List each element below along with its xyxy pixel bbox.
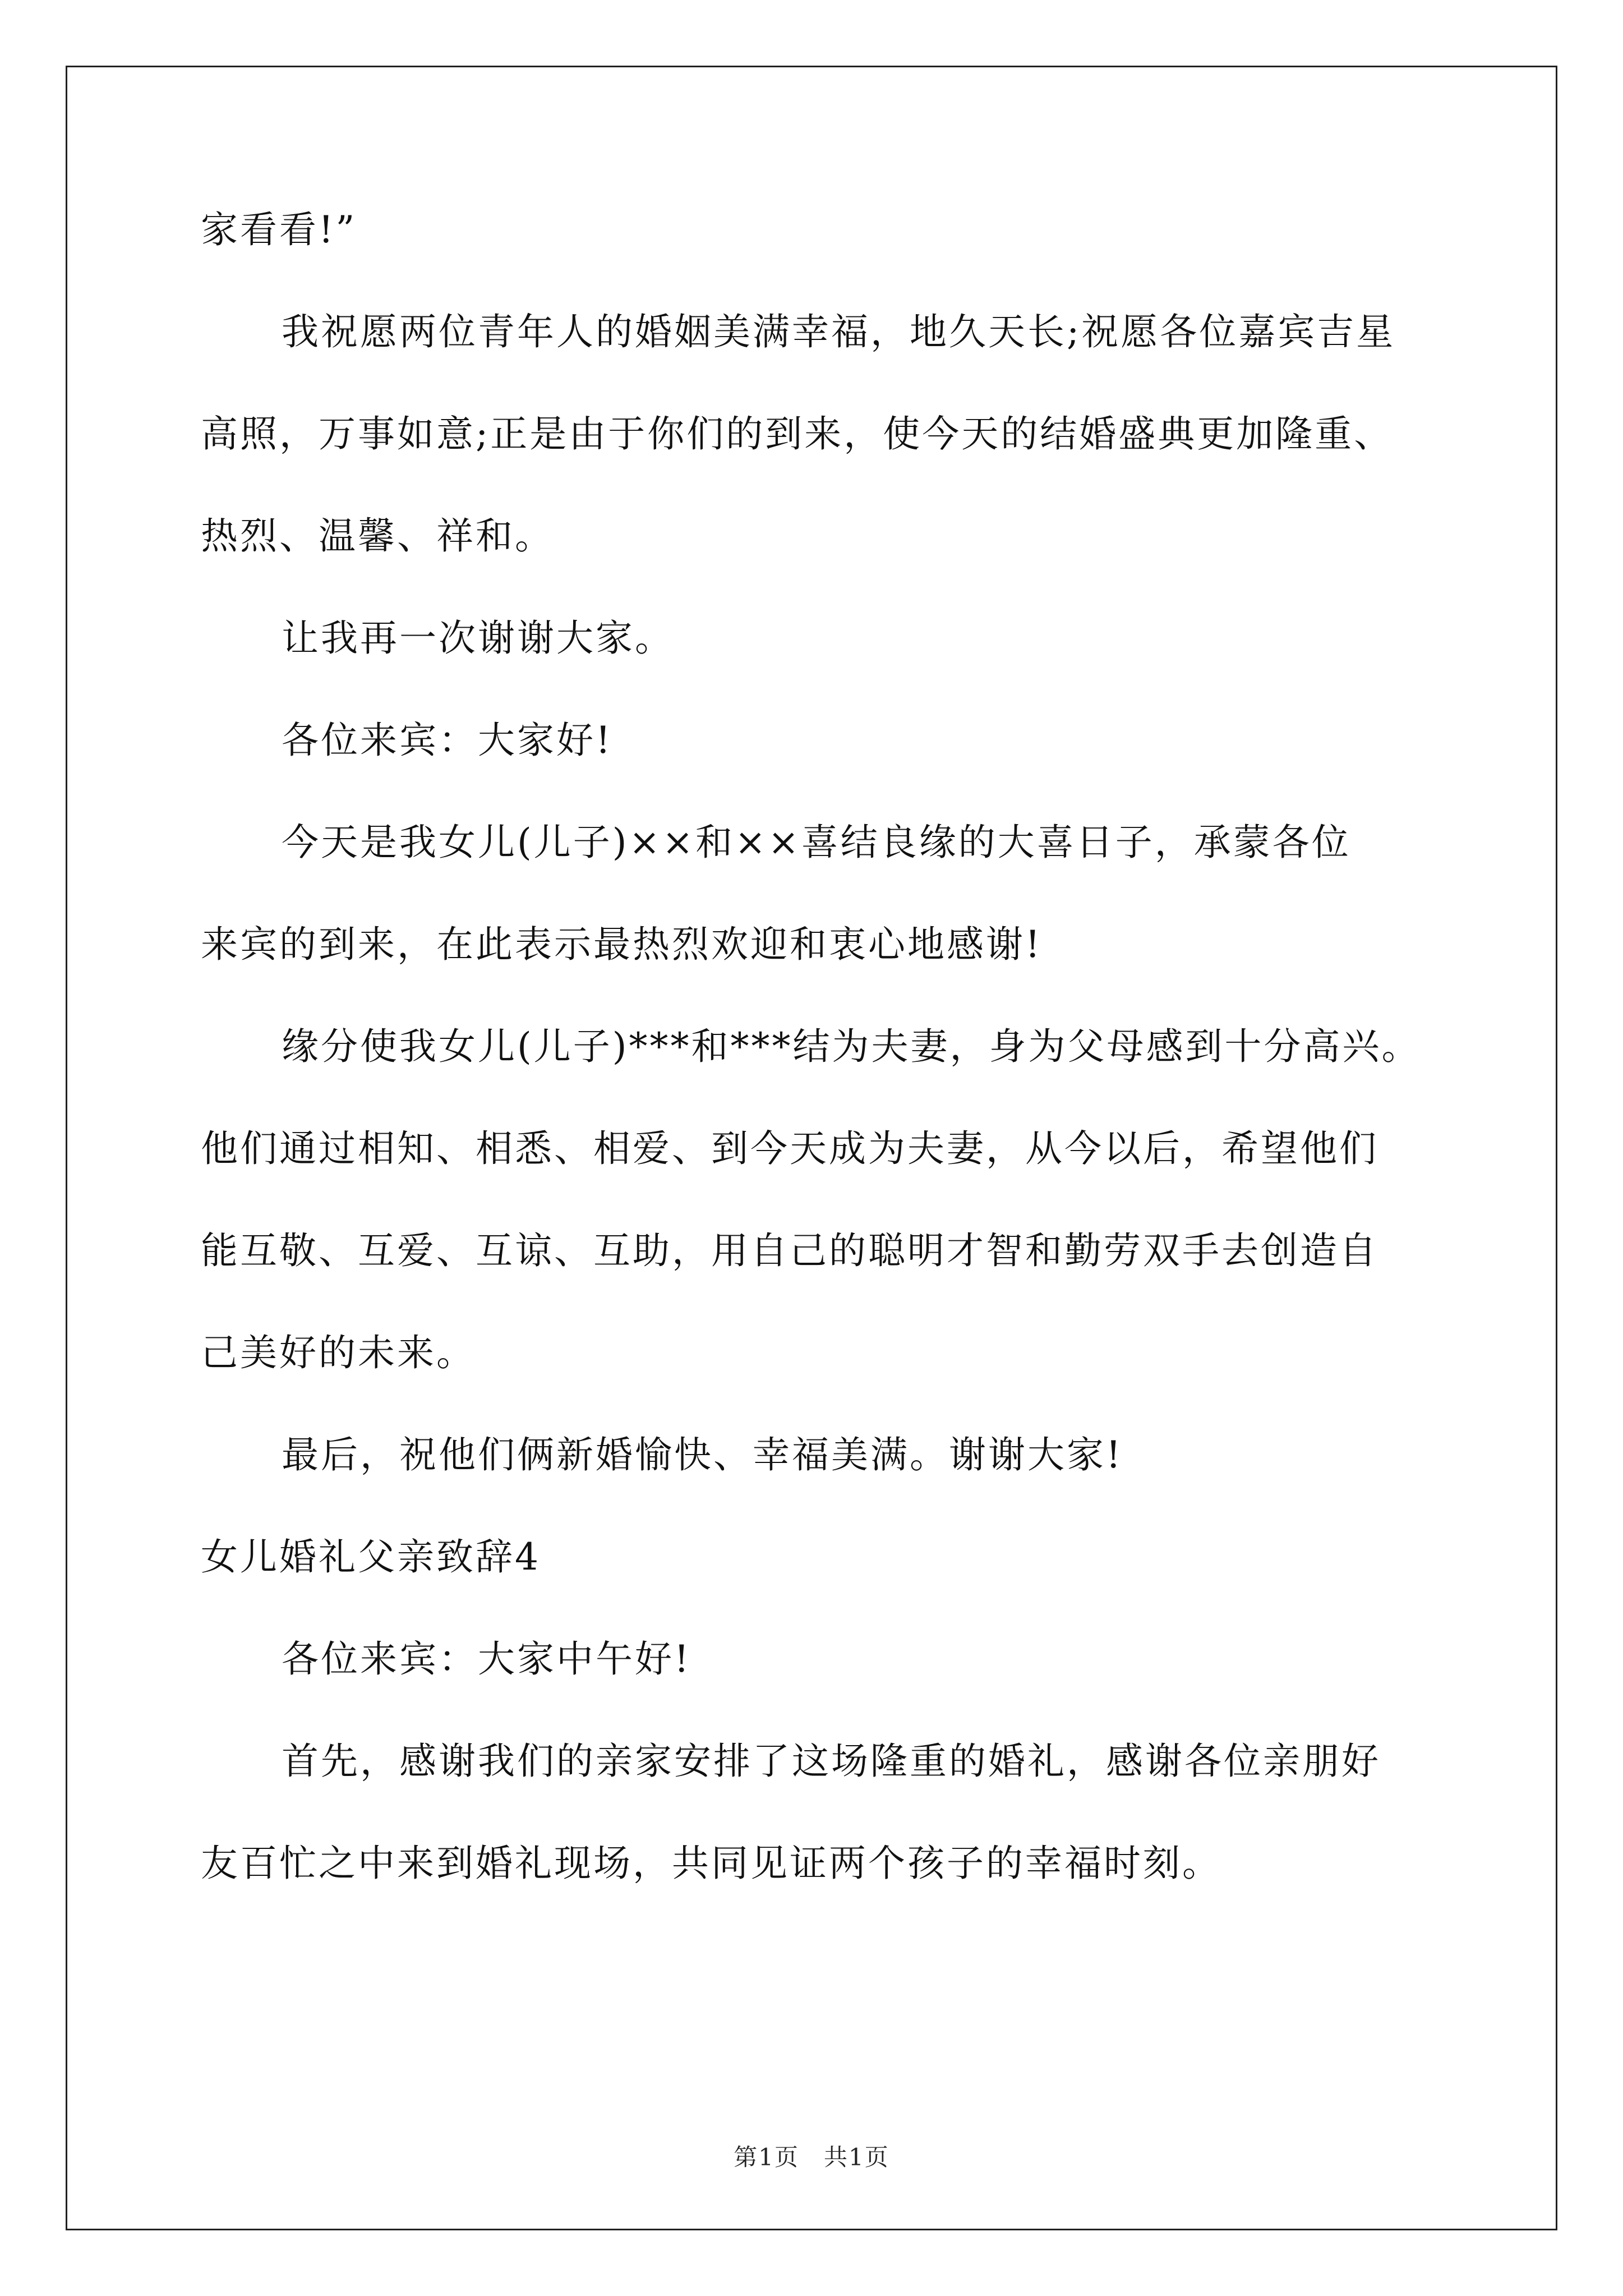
text-line: 能互敬、互爱、互谅、互助，用自己的聪明才智和勤劳双手去创造自 [201,1229,1378,1272]
paragraph-line: 缘分使我女儿(儿子)***和***结为夫妻，身为父母感到十分高兴。 [282,1025,1421,1068]
salutation: 各位来宾：大家好! [282,719,613,762]
page-footer: 第1页 共1页 [734,2143,889,2171]
text-line: 热烈、温馨、祥和。 [201,514,554,558]
text-line: 他们通过相知、相悉、相爱、到今天成为夫妻，从今以后，希望他们 [201,1127,1378,1170]
paragraph-line: 最后，祝他们俩新婚愉快、幸福美满。谢谢大家! [282,1433,1123,1476]
text-line: 友百忙之中来到婚礼现场，共同见证两个孩子的幸福时刻。 [201,1842,1221,1885]
text-line: 己美好的未来。 [201,1331,476,1374]
paragraph-line: 今天是我女儿(儿子)××和××喜结良缘的大喜日子，承蒙各位 [282,821,1351,864]
paragraph-line: 我祝愿两位青年人的婚姻美满幸福，地久天长;祝愿各位嘉宾吉星 [282,310,1396,353]
paragraph-line: 首先，感谢我们的亲家安排了这场隆重的婚礼，感谢各位亲朋好 [282,1740,1381,1783]
paragraph-line: 让我再一次谢谢大家。 [282,616,674,660]
text-line: 来宾的到来，在此表示最热烈欢迎和衷心地感谢! [201,923,1043,966]
section-heading: 女儿婚礼父亲致辞4 [201,1535,541,1579]
salutation: 各位来宾：大家中午好! [282,1637,691,1681]
text-line: 家看看!” [201,208,357,251]
text-line: 高照，万事如意;正是由于你们的到来，使今天的结婚盛典更加隆重、 [201,412,1394,455]
